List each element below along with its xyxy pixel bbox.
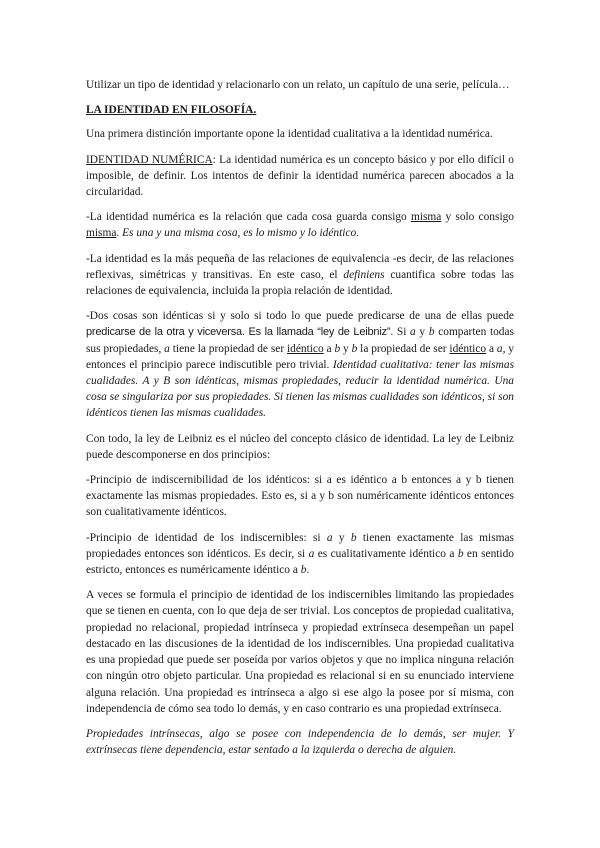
var-a: a xyxy=(496,342,503,355)
underlined-word: idéntico xyxy=(449,342,487,355)
paragraph-properties: A veces se formula el principio de identidad de los indiscernibles limitando las propiedades que se tienen en cuenta, con lo que deja de ser trivial. Los conceptos de propiedad cualitativa, propiedad no relacional, propiedad intrínseca y propiedad extrínseca desempeñan un papel destacado en las discusiones de la identidad de los indiscernibles. Una propiedad cualitativa es una propiedad que puede ser poseída por varios objetos y que no implica ninguna relación con ningún otro objeto particular. Una propiedad es relacional si en su enunciado interviene alguna relación. Una propiedad es intrínseca a algo si ese algo la posee por sí misma, con independencia de cómo sea todo lo demás, y en caso contrario es una propiedad extrínseca. xyxy=(86,589,514,715)
paragraph-indiscernibility: -Principio de indiscernibilidad de los idénticos: si a es idéntico a b entonces a y b tienen exactamente las mismas propiedades. Esto es, si a y b son numéricamente idénticos entonces son cualitativamente idénticos. xyxy=(86,474,514,519)
paragraph-equivalence xyxy=(86,251,514,300)
italic-note: Identidad cualitativa: tener las mismas cualidades. A y B son idénticas, mismas propiedades, reducir la identidad numérica. Una cosa se singulariza por sus propiedades. Si tienen las mismas cualidades son idénticos, si son idénticos tienen las mismas cualidades. xyxy=(86,358,514,420)
document-page xyxy=(86,77,514,767)
numeric-identity-text: : La identidad numérica es un concepto básico y por ello difícil o imposible, de definir. Los intentos de definir la identidad numérica parecen abocados a la circularidad. xyxy=(86,153,514,199)
text-span: en sentido estricto, entonces es numéricamente idéntico a xyxy=(86,547,514,577)
text-span: y xyxy=(340,342,352,355)
text-span: -Principio de identidad de los indiscernibles: si xyxy=(86,531,327,544)
text-span: -Dos cosas son idénticas si y solo si todo lo que puede predicarse de una de ellas puede xyxy=(86,310,514,323)
text-span: . xyxy=(116,227,123,240)
paragraph-distinction: Una primera distinción importante opone la identidad cualitativa a la identidad numérica. xyxy=(86,128,493,141)
text-span: a xyxy=(486,342,497,355)
paragraph-numeric-identity xyxy=(86,152,514,201)
underlined-word: misma xyxy=(410,211,442,224)
var-b: b xyxy=(350,531,357,544)
text-span: cuantifica sobre todas las relaciones de equivalencia, incluida la propia relación de identidad. xyxy=(86,268,514,298)
var-a: a xyxy=(410,326,416,339)
text-span: y xyxy=(415,326,429,339)
var-b: b xyxy=(457,547,464,560)
text-span: -La identidad es la más pequeña de las relaciones de equivalencia -es decir, de las relaciones reflexivas, simétricas y transitivas. En este caso, el xyxy=(86,252,514,281)
text-span: tienen exactamente las mismas propiedades entonces son idénticos. Es decir, si xyxy=(86,531,514,560)
underlined-word: misma xyxy=(86,227,117,240)
var-b: b xyxy=(300,564,307,577)
var-b: b xyxy=(351,342,358,355)
text-span: la propiedad de ser xyxy=(357,342,450,355)
text-span: comparten todas sus propiedades, xyxy=(86,326,514,355)
paragraph-self-relation xyxy=(86,209,514,241)
text-span: . xyxy=(306,564,310,577)
section-heading: LA IDENTIDAD EN FILOSOFÍA. xyxy=(86,104,257,117)
text-span: . Si xyxy=(390,326,411,339)
text-span: es cualitativamente idéntico a xyxy=(314,547,458,560)
leibniz-law-phrase: predicarse de la otra y viceversa. Es la llamada “ley de Leibniz” xyxy=(86,326,391,339)
var-a: a xyxy=(326,531,333,544)
var-b: b xyxy=(334,342,341,355)
italic-term: definiens xyxy=(343,268,385,281)
text-span: y xyxy=(332,531,351,544)
var-a: a xyxy=(164,342,170,355)
paragraph-leibniz-law xyxy=(86,308,514,421)
var-b: b xyxy=(428,326,435,339)
underlined-word: idéntico xyxy=(286,342,324,355)
text-span: a xyxy=(323,342,335,355)
text-span: -La identidad numérica es la relación que cada cosa guarda consigo xyxy=(86,211,411,224)
text-span: tiene la propiedad de ser xyxy=(169,342,287,355)
var-a: a xyxy=(308,547,315,560)
term-numeric-identity: IDENTIDAD NUMÉRICA xyxy=(86,153,213,166)
paragraph-intrinsic-extrinsic: Propiedades intrínsecas, algo se posee con independencia de lo demás, ser mujer. Y extrínsecas tiene dependencia, estar sentado a la izquierda o derecha de alguien. xyxy=(86,727,514,757)
paragraph-identity-indiscernibles xyxy=(86,530,514,579)
italic-note: Es una y una misma cosa, es lo mismo y lo idéntico. xyxy=(122,227,360,240)
text-span: y solo consigo xyxy=(441,211,514,224)
intro-paragraph: Utilizar un tipo de identidad y relacionarlo con un relato, un capítulo de una serie, película… xyxy=(86,79,510,91)
paragraph-leibniz-core: Con todo, la ley de Leibniz es el núcleo del concepto clásico de identidad. La ley de Leibniz puede descomponerse en dos principios: xyxy=(86,432,514,461)
text-span: , y entonces el principio parece indiscutible pero trivial. xyxy=(86,342,514,371)
